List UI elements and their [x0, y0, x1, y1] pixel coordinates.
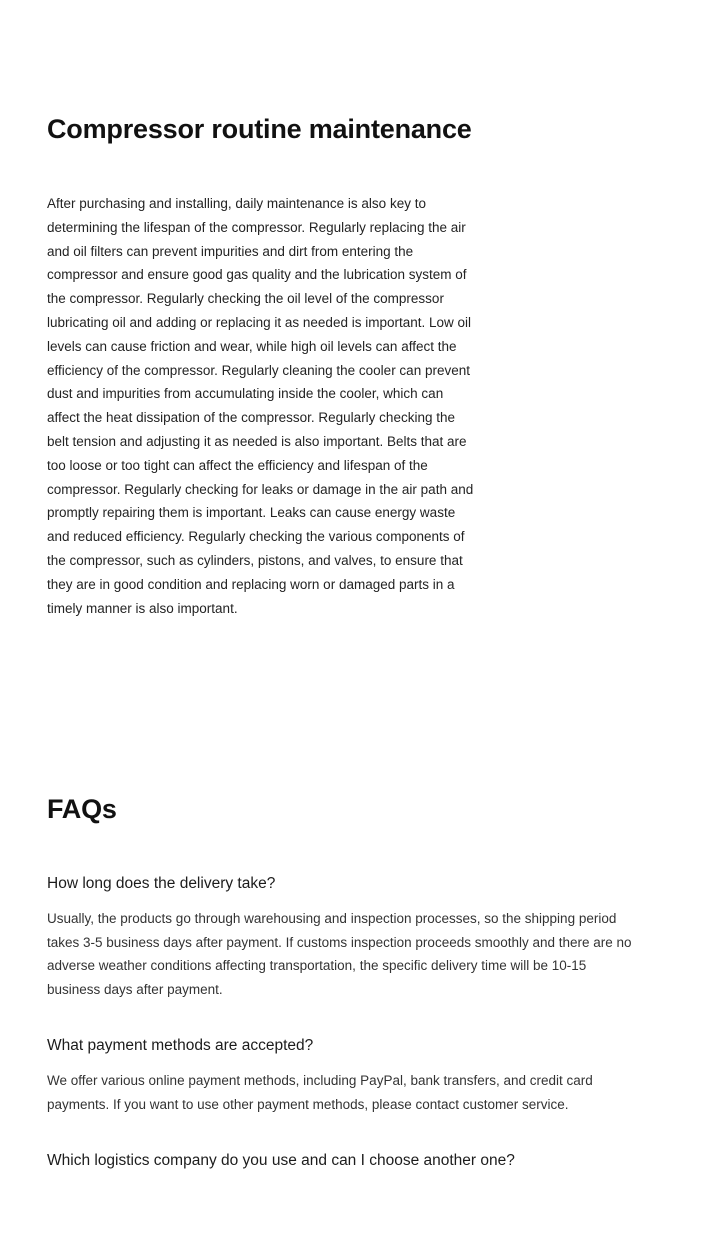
faq-answer: We offer various online payment methods, including PayPal, bank transfers, and credit card payments. If you want to use other payment methods, please contact customer service.	[47, 1073, 593, 1112]
faqs-section	[0, 620, 728, 1173]
faq-question[interactable]: How long does the delivery take?	[47, 875, 276, 893]
faq-item	[47, 1149, 681, 1173]
faq-question[interactable]: Which logistics company do you use and can I choose another one?	[47, 1152, 515, 1170]
maintenance-section	[0, 0, 728, 620]
maintenance-body-text: After purchasing and installing, daily maintenance is also key to determining the lifespan of the compressor. Regularly replacing the air and oil filters can prevent impurities and dirt from entering the compressor and ensure good gas quality and the lubrication system of the compressor. Regularly checking the oil level of the compressor lubricating oil and adding or replacing it as needed is important. Low oil levels can cause friction and wear, while high oil levels can affect the efficiency of the compressor. Regularly cleaning the cooler can prevent dust and impurities from accumulating inside the cooler, which can affect the heat dissipation of the compressor. Regularly checking the belt tension and adjusting it as needed is also important. Belts that are too loose or too tight can affect the efficiency and lifespan of the compressor. Regularly checking for leaks or damage in the air path and promptly repairing them is important. Leaks can cause energy waste and reduced efficiency. Regularly checking the various components of the compressor, such as cylinders, pistons, and valves, to ensure that they are in good condition and replacing worn or damaged parts in a timely manner is also important.	[47, 196, 474, 616]
faq-item	[47, 872, 681, 1001]
faq-answer: Usually, the products go through warehousing and inspection processes, so the shipping period takes 3-5 business days after payment. If customs inspection proceeds smoothly and there are no adverse weather conditions affecting transportation, the specific delivery time will be 10-15 business days after payment.	[47, 911, 632, 997]
faqs-heading: FAQs	[47, 794, 117, 825]
page-title: Compressor routine maintenance	[47, 114, 472, 144]
faq-item	[47, 1034, 681, 1116]
faq-question[interactable]: What payment methods are accepted?	[47, 1037, 314, 1055]
